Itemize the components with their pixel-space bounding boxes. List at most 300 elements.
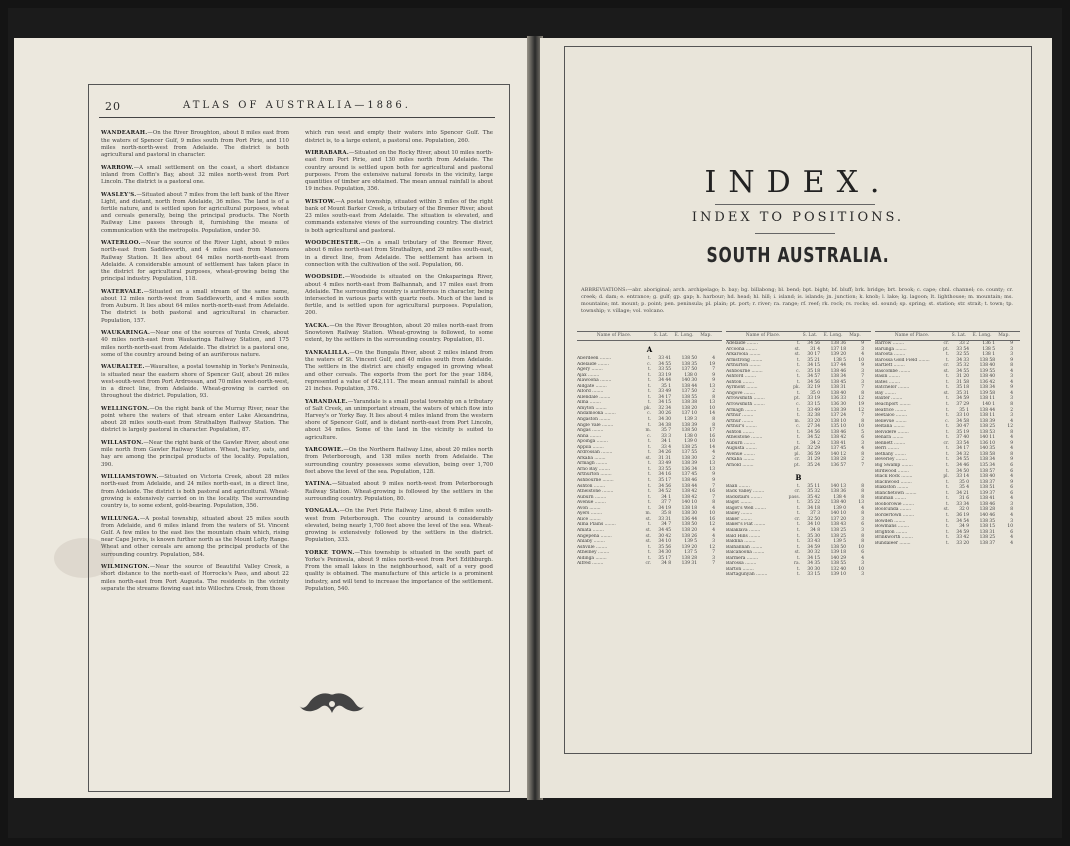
index-cell: 136 10	[979, 440, 995, 446]
index-cell: 6	[1010, 529, 1013, 535]
entry-text: —A postal township, situated about 25 miles south from Adelaide, and 6 miles inland from the waters of St. Vincent Gulf. A few miles to the east lies the mountain chain which, rising near Cape Jervis, is known further north as the Mount Lofty Range. Wheat and other cereals are among the principal products of the surrounding country. Population, 584.	[101, 515, 289, 558]
index-cell: cr.	[943, 440, 949, 446]
index-cell: t.	[647, 544, 651, 550]
index-cell: 3	[861, 572, 864, 578]
entry-term: WILMINGTON.	[101, 564, 150, 571]
index-cell: 16	[709, 433, 715, 439]
index-cell: 27 34	[807, 424, 820, 430]
index-cell: c.	[796, 368, 800, 374]
index-cell: 34 55	[956, 368, 969, 374]
index-cell: Apoinga ........	[577, 439, 608, 445]
index-cell: t.	[945, 352, 949, 358]
index-cell: 8	[861, 511, 864, 517]
index-cell: 138 11	[979, 413, 995, 419]
index-cell: 4	[1010, 512, 1013, 518]
index-cell: 4	[1010, 446, 1013, 452]
index-cell: 34 30	[658, 417, 671, 423]
gazetteer-entry	[101, 330, 289, 359]
index-cell: 4	[861, 352, 864, 358]
index-cell: t.	[796, 440, 800, 446]
index-cell: 32 50	[807, 516, 820, 522]
index-cell: 138 46	[830, 429, 846, 435]
index-cell: 9	[712, 478, 715, 484]
index-cell: 30 17	[807, 352, 820, 358]
index-cell: 6	[861, 522, 864, 528]
index-cell: 8	[861, 539, 864, 545]
index-cell: t.	[796, 566, 800, 572]
entry-text: —On the River Broughton, about 8 miles east from the waters of Spencer Gulf, 9 miles south from Port Pirie, and 110 miles north-north-west from Adelaide. The district is both agricultural and pastoral in character.	[101, 130, 289, 158]
index-cell: 138 40	[830, 500, 846, 506]
index-cell: t.	[796, 544, 800, 550]
index-cell: 4	[1010, 435, 1013, 441]
index-cell: 138 25	[979, 535, 995, 541]
index-cell: 30 42	[658, 533, 671, 539]
index-cell: 7	[712, 483, 715, 489]
index-cell: 35 42	[807, 494, 820, 500]
index-cell: 33 41	[658, 356, 671, 361]
index-cell: 4	[712, 505, 715, 511]
entry-term: YONGALA.	[305, 508, 340, 515]
index-cell: 138 51	[979, 485, 995, 491]
index-cell: 140 1	[982, 402, 995, 408]
index-cell: Blanchetown ........	[875, 490, 917, 496]
index-cell: 13	[709, 383, 715, 389]
gazetteer-entry	[305, 323, 493, 345]
index-cell: t.	[945, 524, 949, 530]
index-cell: 3	[1010, 396, 1013, 402]
index-cell: Blakiston ........	[875, 485, 909, 491]
entry-text: —Situated on the Rocky River, about 10 miles north-east from Port Pirie, and 130 miles north from Adelaide. The country around is settled upon both for agricultural and pastoral purposes. From the extensive natural forests in the vicinity, large quantities of timber are obtained. The mean annual rainfall is about 19 inches. Population, 356.	[305, 150, 493, 193]
index-cell: Angove ........	[726, 390, 756, 396]
index-cell: Ayrmont ........	[726, 385, 758, 391]
index-cell: t.	[796, 533, 800, 539]
index-cell: t.	[796, 390, 800, 396]
index-cell: 137 18	[830, 346, 846, 352]
index-cell: Back Valley ........	[726, 489, 765, 495]
index-cell: Barton ........	[726, 566, 754, 572]
index-cell: Bailey ........	[726, 511, 753, 517]
index-cell: 10	[858, 357, 864, 363]
index-cell: 31 4	[810, 346, 820, 352]
index-cell: 2	[861, 457, 864, 463]
index-cell: Adelaide ........	[577, 361, 609, 367]
index-cell: 9	[1010, 357, 1013, 363]
index-cell: Bethany ........	[875, 451, 906, 457]
index-cell: cr.	[645, 561, 651, 567]
gazetteer-entry	[305, 240, 493, 269]
index-cell: 139 5	[833, 539, 846, 545]
index-cell: Baldina ........	[726, 539, 756, 545]
index-cell: 3	[861, 346, 864, 352]
index-cell: Alma ........	[577, 400, 601, 406]
entry-term: WAUKARINGA.	[101, 330, 151, 337]
index-cell: 138 50	[681, 356, 697, 361]
text-column-left	[101, 125, 289, 685]
gazetteer-entry	[101, 516, 289, 559]
index-cell: 35 7	[661, 428, 671, 434]
index-cell: 34 1	[661, 494, 671, 500]
entry-term: WELLINGTON.	[101, 405, 150, 412]
index-cell: 10	[858, 544, 864, 550]
index-cell: Birdwood ........	[875, 468, 909, 474]
index-cell: 9	[1010, 341, 1013, 346]
index-cell: 138 44	[979, 407, 995, 413]
index-cell: Arrowsmith ........	[726, 396, 765, 402]
index-cell: st.	[943, 368, 949, 374]
header-cell: E. Long.	[823, 333, 843, 338]
index-cell: 138 39	[979, 418, 995, 424]
index-cell: 34 17	[956, 446, 969, 452]
index-cell: 137 55	[681, 450, 697, 456]
index-cell: 138 5	[982, 346, 995, 352]
index-cell: 10	[709, 405, 715, 411]
index-cell: 138 0	[684, 433, 697, 439]
index-cell: Beltana ........	[875, 424, 905, 430]
index-cell: m.	[645, 511, 651, 517]
index-cell: 33 2	[959, 341, 969, 346]
index-cell: 140 30	[681, 378, 697, 384]
index-cell: 9	[1010, 385, 1013, 391]
index-cell: t.	[796, 527, 800, 533]
index-cell: 34 35	[807, 561, 820, 567]
index-cell: Black Rock ........	[875, 474, 913, 480]
index-cell: Ayers ........	[577, 511, 602, 517]
entry-term: YORKE TOWN.	[305, 549, 355, 556]
index-cell: 32 29	[807, 446, 820, 452]
index-cell: 136 1	[982, 341, 995, 346]
gazetteer-entry	[101, 165, 289, 187]
entry-text: —Yarandale is a small postal township on a tributary of Salt Creek, an unimportant stream, the waters of which flow into Harvey's or Yorky Bay. It lies about 4 miles inland from the western shore of Spencer Gulf, and is distant north-east from Port Lincoln, about 34 miles. Some of the land in the vicinity is suited to agriculture.	[305, 398, 493, 441]
index-cell: 138 30	[681, 511, 697, 517]
index-cell: 32 38	[807, 413, 820, 419]
index-cell: 8	[712, 417, 715, 423]
index-cell: 8	[712, 422, 715, 428]
entry-text: —Situated on a small stream of the same name, about 12 miles north-west from Saddleworth, and 4 miles south from Auburn. It lies about 64 miles north-north-east from Adelaide. The district is both pastoral and agricultural in character. Population, 157.	[101, 288, 289, 324]
index-cell: 136 34	[681, 466, 697, 472]
index-cell: t.	[945, 407, 949, 413]
left-page-frame	[88, 84, 510, 792]
index-cell: 138 46	[681, 478, 697, 484]
entry-term: WILLIAMSTOWN.	[101, 474, 159, 481]
index-cell: 135 10	[830, 424, 846, 430]
entry-term: YARANDALE.	[305, 398, 348, 405]
index-cell: Bartlett ........	[875, 363, 905, 369]
index-cell: 6	[861, 550, 864, 556]
index-cell: cr.	[794, 516, 800, 522]
index-cell: 4	[712, 356, 715, 361]
index-cell: Alawoona ........	[577, 378, 612, 384]
gazetteer-entry	[101, 474, 289, 510]
entry-term: WOODCHESTER.	[305, 240, 361, 247]
index-cell: 33 49	[807, 407, 820, 413]
index-cell: 35 31	[956, 390, 969, 396]
section-letter: B	[795, 472, 802, 482]
index-cell: 34 46	[956, 463, 969, 469]
index-cell: Angle Vale ........	[577, 422, 614, 428]
index-row	[726, 572, 871, 578]
index-cell: Big Swamp ........	[875, 463, 913, 469]
index-cell: 31 58	[956, 379, 969, 385]
index-cell: st.	[794, 346, 800, 352]
index-cell: 5	[861, 429, 864, 435]
index-cell: Arrowsmith ........	[726, 402, 765, 408]
index-cell: 34 1	[661, 439, 671, 445]
index-cell: 32 0	[959, 507, 969, 513]
index-cell: st.	[645, 516, 651, 522]
index-cell: Alford ........	[577, 389, 604, 395]
index-cell: 3	[1010, 374, 1013, 380]
index-cell: 138 37	[979, 479, 995, 485]
index-cell: Backstairs ........	[726, 494, 762, 500]
index-cell: t.	[796, 374, 800, 380]
index-cell: t.	[796, 522, 800, 528]
index-cell: Ashbourne ........	[577, 478, 614, 484]
index-cell: 138 40	[830, 390, 846, 396]
index-cell: Aldgate ........	[577, 383, 607, 389]
index-cell: Aberdeen ........	[577, 356, 612, 361]
index-cell: 8	[861, 494, 864, 500]
index-cell: t.	[647, 356, 651, 361]
entry-text: —Situated about 9 miles north-west from Peterborough Railway Station. Wheat-growing is followed by the settlers in the surrounding country. Population, 80.	[305, 481, 493, 502]
index-cell: 8	[861, 489, 864, 495]
entry-text: —On the right bank of the Murray River, near the point where the waters of that stream enter Lake Alexandrina, about 28 miles south-east from Strathalbyn Railway Station. The district is largely pastoral in character. Population, 87.	[101, 405, 289, 434]
index-cell: 138 40	[979, 474, 995, 480]
index-cell: Ashton ........	[726, 429, 755, 435]
index-cell: 4	[1010, 535, 1013, 541]
index-cell: 33 54	[956, 440, 969, 446]
index-cell: Arthur's ........	[726, 424, 757, 430]
index-cell: 138 40	[979, 363, 995, 369]
index-cell: Blackwood ........	[875, 479, 912, 485]
index-cell: 9	[712, 372, 715, 378]
index-cell: Armstrong ........	[726, 357, 763, 363]
index-cell: 9	[712, 472, 715, 478]
index-cell: 140 13	[830, 483, 846, 489]
index-cell: Baxter ........	[875, 396, 903, 402]
index-cell: 7	[861, 385, 864, 391]
header-cell: S. Lat.	[802, 333, 818, 338]
index-cell: 138 46	[830, 368, 846, 374]
index-cell: Barmera ........	[726, 555, 758, 561]
index-cell: 2	[712, 389, 715, 395]
index-cell: 7	[861, 374, 864, 380]
index-cell: st.	[645, 455, 651, 461]
title-divider	[715, 204, 875, 205]
index-cell: 138 41	[830, 440, 846, 446]
index-cell: 33 55	[658, 466, 671, 472]
index-cell: 138 44	[681, 383, 697, 389]
index-cell: 34 52	[807, 435, 820, 441]
index-row	[875, 541, 1020, 547]
entry-term: WANDEARAH.	[101, 130, 148, 137]
index-cell: t.	[796, 413, 800, 419]
index-cell: 138 46	[979, 501, 995, 507]
index-cell: 4	[1010, 368, 1013, 374]
entry-text: —On a small tributary of the Bremer River, about 6 miles north-east from Strathalbyn, and 29 miles south-east, in a direct line, from Adelaide. The settlement has arisen in connection with the cultivation of the soil. Population, 66.	[305, 240, 493, 268]
index-cell: 8	[712, 500, 715, 506]
gazetteer-entry	[101, 364, 289, 400]
index-cell: 35 21	[807, 357, 820, 363]
index-cell: 34 18	[807, 505, 820, 511]
index-cell: 33 19	[807, 396, 820, 402]
index-cell: st.	[645, 539, 651, 545]
index-cell: 34 56	[807, 379, 820, 385]
index-cell: Ashton ........	[726, 379, 755, 385]
index-cell: 8	[712, 394, 715, 400]
entry-text: —Near the source of Beautiful Valley Creek, a short distance to the north-east of Horrocks's Pass, and about 22 miles north-east from Port Augusta. The residents in the vicinity separate the streams flowing east into Willochra Creek, from those	[101, 564, 289, 592]
index-cell: Avon ........	[577, 505, 601, 511]
index-cell: Balhannah ........	[726, 544, 763, 550]
index-cell: Arnold ........	[726, 463, 754, 469]
index-cell: 35 17	[658, 478, 671, 484]
index-cell: 138 20	[681, 405, 697, 411]
index-cell: 138 36	[830, 489, 846, 495]
index-cell: Arkaba ........	[726, 457, 755, 463]
index-cell: Aldinga ........	[577, 555, 607, 561]
index-cell: 34 26	[658, 450, 671, 456]
index-cell: 35 18	[807, 368, 820, 374]
index-cell: 8	[861, 451, 864, 457]
index-cell: t.	[945, 535, 949, 541]
index-cell: 35 1	[661, 383, 671, 389]
index-cell: t.	[945, 457, 949, 463]
index-cell: Amyton ........	[577, 405, 607, 411]
gazetteer-entry	[305, 150, 493, 193]
index-cell: 4	[1010, 418, 1013, 424]
index-cell: 34 57	[807, 374, 820, 380]
index-cell: t.	[647, 555, 651, 561]
index-cell: 136 57	[830, 463, 846, 469]
index-cell: Arthur ........	[726, 413, 754, 419]
index-cell: st.	[645, 533, 651, 539]
index-cell: Blinman ........	[875, 496, 907, 502]
text-column-right	[305, 125, 493, 685]
gazetteer-entry	[305, 199, 493, 235]
index-cell: Arno Bay ........	[577, 466, 611, 472]
index-cell: t.	[796, 341, 800, 346]
entry-text: —A postal township, situated within 3 miles of the right bank of Mount Barker Creek, a tributary of the Bremer River, about 23 miles south-east from Adelaide. The situation is elevated, and commands extensive views of the surrounding country. The district is both agricultural and pastoral.	[305, 198, 493, 234]
index-cell: Bellevue ........	[875, 418, 907, 424]
index-cell: Baroota ........	[875, 352, 906, 358]
index-cell: 6	[1010, 463, 1013, 469]
index-cell: 136 30	[830, 402, 846, 408]
index-cell: 3	[861, 379, 864, 385]
index-cell: pt.	[794, 446, 800, 452]
index-cell: 12	[709, 544, 715, 550]
index-cell: 136 44	[681, 516, 697, 522]
entry-term: YARCOWIE.	[305, 447, 344, 454]
index-cell: st.	[794, 352, 800, 358]
gazetteer-entry	[305, 350, 493, 393]
index-cell: Alma Plains ........	[577, 522, 616, 528]
index-cell: 32 34	[658, 405, 671, 411]
index-cell: Booborowie ........	[875, 501, 915, 507]
index-cell: 36 59	[807, 451, 820, 457]
index-cell: 33 34	[956, 501, 969, 507]
index-cell: pk.	[644, 405, 651, 411]
index-cell: 3	[712, 539, 715, 545]
header-cell: Map.	[849, 333, 861, 338]
index-cell: 8	[861, 418, 864, 424]
index-tables	[577, 331, 1019, 741]
header-cell: E. Long.	[674, 333, 694, 338]
index-cell: 34 56	[807, 341, 820, 346]
index-cell: 33 19	[658, 372, 671, 378]
index-cell: c.	[945, 418, 949, 424]
index-cell: 138 25	[979, 424, 995, 430]
index-cell: 35 1	[959, 407, 969, 413]
index-cell: Ashbourne ........	[726, 368, 763, 374]
index-cell: 34 7	[661, 522, 671, 528]
section-letter: A	[646, 345, 653, 354]
index-column-header	[875, 331, 1020, 341]
index-cell: 34 21	[956, 490, 969, 496]
index-cell: 137 10	[681, 411, 697, 417]
index-cell: 138 25	[830, 527, 846, 533]
index-cell: 138 28	[979, 507, 995, 513]
index-cell: t.	[647, 439, 651, 445]
index-cell: t.	[647, 466, 651, 472]
index-column	[577, 331, 722, 741]
index-cell: 138 0	[684, 372, 697, 378]
index-cell: 139 10	[830, 572, 846, 578]
index-cell: t.	[945, 490, 949, 496]
index-cell: 8	[1010, 451, 1013, 457]
index-cell: 138 53	[979, 429, 995, 435]
index-cell: 4	[1010, 379, 1013, 385]
index-cell: 12	[709, 522, 715, 528]
index-cell: cr.	[794, 457, 800, 463]
index-cell: 34 15	[658, 400, 671, 406]
index-cell: 12	[1007, 424, 1013, 430]
index-cell: 34 59	[956, 529, 969, 535]
index-cell: 138 5	[833, 357, 846, 363]
index-cell: Benara ........	[875, 435, 904, 441]
index-cell: 138 37	[979, 540, 995, 546]
index-cell: 33 43	[807, 539, 820, 545]
index-cell: 136 33	[830, 396, 846, 402]
index-cell: Balaklava ........	[726, 527, 761, 533]
index-cell: 33 10	[956, 413, 969, 419]
index-cell: 138 50	[681, 522, 697, 528]
index-cell: Agery ........	[577, 367, 603, 373]
index-cell: 136 42	[979, 379, 995, 385]
index-cell: 3	[861, 368, 864, 374]
entry-text: —On the Northern Railway Line, about 20 miles north from Peterborough, and 138 miles north from Adelaide. The surrounding country possesses some elevation, being over 1,700 feet above the level of the sea. Population, 128.	[305, 447, 493, 475]
entry-term: WATERLOO.	[101, 240, 141, 247]
gazetteer-entry	[305, 447, 493, 476]
index-cell: t.	[796, 555, 800, 561]
index-cell: t.	[796, 429, 800, 435]
index-cell: t.	[945, 429, 949, 435]
index-cell: Beatrice ........	[875, 407, 907, 413]
index-cell: Bagot ........	[726, 500, 752, 506]
index-cell: 7	[861, 413, 864, 419]
index-cell: t.	[945, 540, 949, 546]
index-cell: Allendale ........	[577, 394, 611, 400]
index-cell: 34 55	[956, 457, 969, 463]
index-cell: t.	[945, 518, 949, 524]
entry-term: WIRRABARA.	[305, 150, 349, 157]
gazetteer-entry	[305, 130, 493, 144]
index-cell: Bay ........	[875, 390, 896, 396]
index-cell: 6	[1010, 490, 1013, 496]
index-cell: 4	[861, 446, 864, 452]
index-cell: 34 8	[810, 527, 820, 533]
index-cell: 34 55	[658, 361, 671, 367]
index-cell: 33 3	[661, 433, 671, 439]
index-cell: 12	[858, 396, 864, 402]
